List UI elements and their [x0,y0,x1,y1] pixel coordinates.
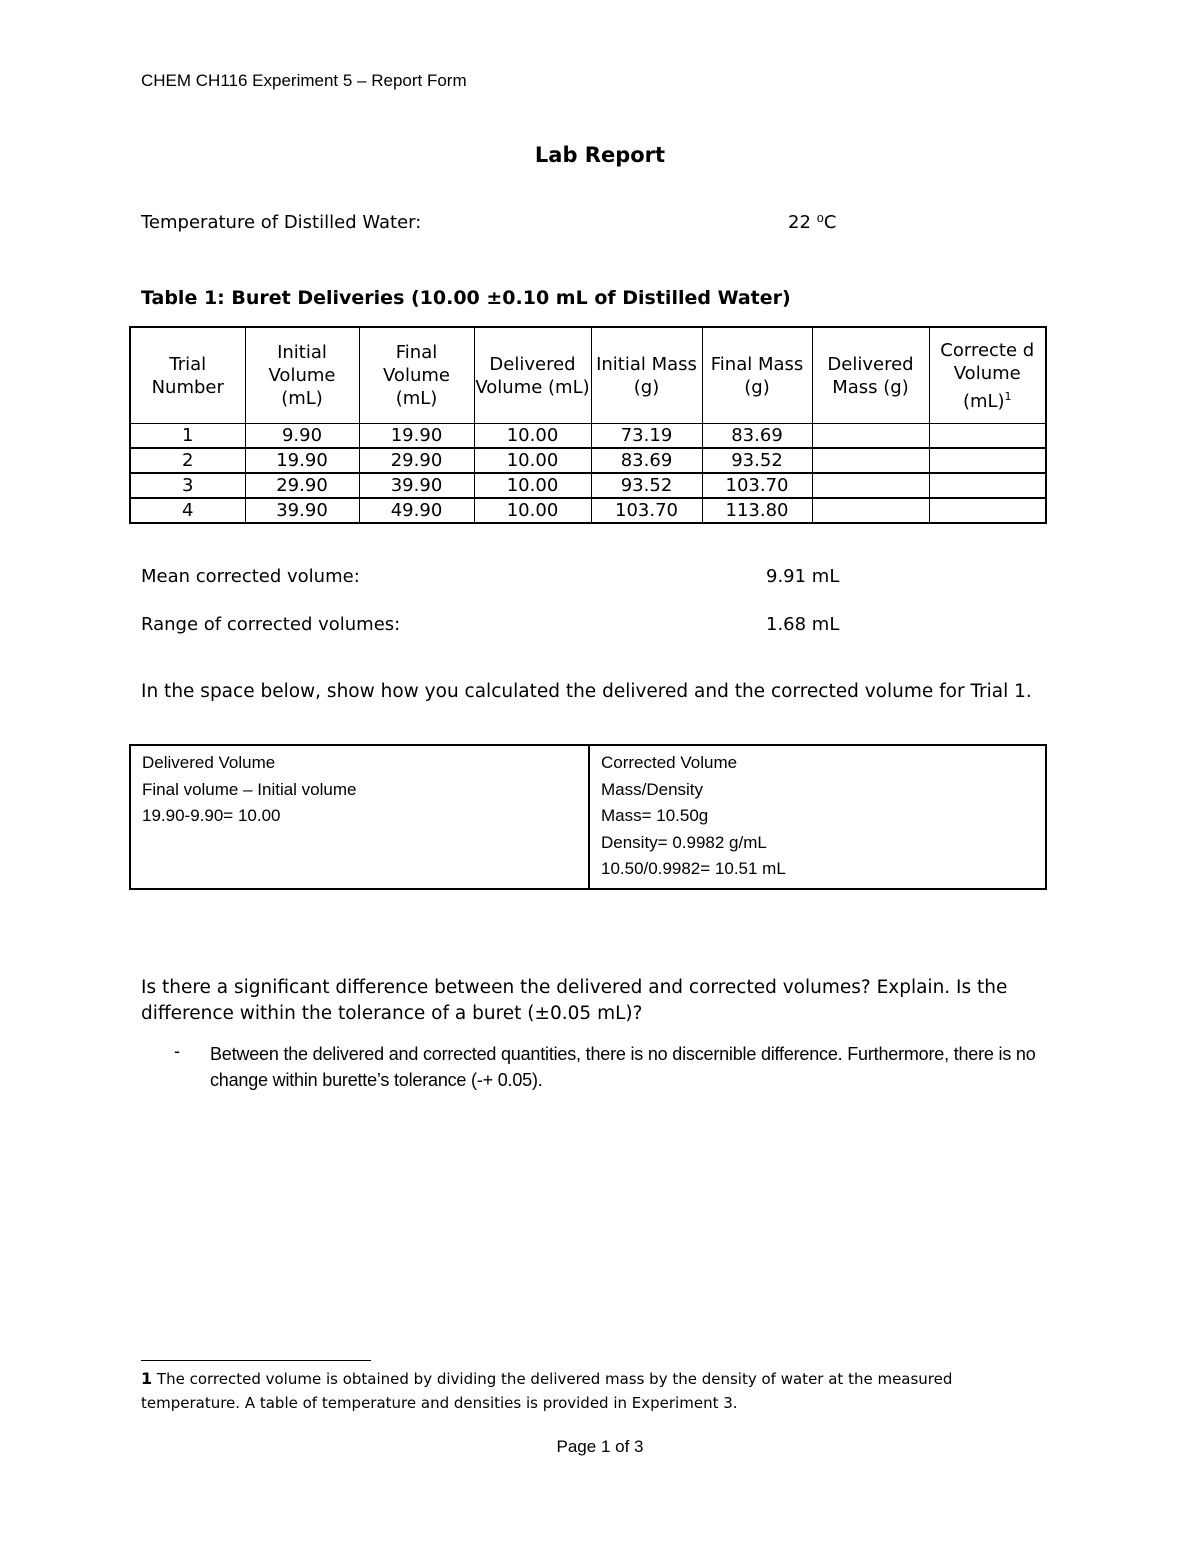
table1-caption: Table 1: Buret Deliveries (10.00 ±0.10 mL of Distilled Water) [141,287,791,309]
footnote-ref: 1 [1004,389,1012,403]
mean-corrected-value: 9.91 mL [766,566,840,587]
table-cell: 10.00 [474,424,591,449]
table-cell: 49.90 [359,498,474,523]
range-corrected-value: 1.68 mL [766,614,840,635]
footnote-divider [141,1360,371,1361]
answer-bullet: - [174,1041,180,1061]
table-row [130,448,1046,473]
footnote-number: 1 [141,1369,153,1388]
table-cell: 73.19 [591,424,702,449]
col-header: Delivered Volume (mL) [474,327,591,424]
temperature-label: Temperature of Distilled Water: [141,212,422,233]
table-cell: 39.90 [245,498,359,523]
mean-corrected-label: Mean corrected volume: [141,566,360,587]
col-header: Final Mass (g) [702,327,812,424]
table-cell: 39.90 [359,473,474,498]
table-cell [929,498,1046,523]
calc-line: 10.50/0.9982= 10.51 mL [601,859,786,878]
table-cell [812,473,929,498]
table-cell: 10.00 [474,448,591,473]
col-header: Delivered Mass (g) [812,327,929,424]
table-cell: 2 [130,448,245,473]
table-row [130,498,1046,523]
table-cell: 9.90 [245,424,359,449]
calc-line: Corrected Volume [601,753,738,772]
table-cell: 113.80 [702,498,812,523]
page-number: Page 1 of 3 [556,1437,644,1456]
table-cell: 103.70 [702,473,812,498]
table-cell [812,498,929,523]
table-cell [929,424,1046,449]
table-cell [929,448,1046,473]
table-cell: 83.69 [702,424,812,449]
table-cell: 29.90 [359,448,474,473]
calc-line: Mass/Density [601,779,704,799]
table-cell: 19.90 [245,448,359,473]
table-cell: 10.00 [474,498,591,523]
range-corrected-label: Range of corrected volumes: [141,614,401,635]
footnote-text: The corrected volume is obtained by dividing the delivered mass by the density of water at the measured temperature. A table of temperature and densities is provided in Experiment 3. [141,1370,953,1412]
calc-line: 19.90-9.90= 10.00 [142,806,281,825]
table-cell: 29.90 [245,473,359,498]
answer-text: Between the delivered and corrected quantities, there is no discernible difference. Furthermore, there is no change within burette’s tolerance (-+ 0.05). [210,1044,1036,1090]
table-cell: 19.90 [359,424,474,449]
table-cell: 3 [130,473,245,498]
calc-line: Mass= 10.50g [601,806,709,825]
buret-deliveries-table [129,326,1047,524]
calc-line: Final volume – Initial volume [142,779,357,799]
col-header: Final Volume (mL) [359,327,474,424]
col-header: Initial Mass (g) [591,327,702,424]
table-cell [929,473,1046,498]
page-title: Lab Report [534,143,666,167]
calc-line: Delivered Volume [142,753,276,772]
corrected-volume-calc [590,746,1045,888]
calc-line: Density= 0.9982 g/mL [601,832,767,852]
footnote [141,1367,1041,1415]
col-header: Correcte d Volume (mL)$^1$ [929,327,1046,424]
table-cell: 1 [130,424,245,449]
col-header: Trial Number [130,327,245,424]
table-cell: 93.52 [702,448,812,473]
table-cell: 93.52 [591,473,702,498]
table-cell: 83.69 [591,448,702,473]
delivered-volume-calc [131,746,590,888]
calc-instructions: In the space below, show how you calculated the delivered and the corrected volume for Trial 1. [141,681,1032,702]
table-cell: 10.00 [474,473,591,498]
table-row [130,424,1046,449]
temperature-value: 22 ⁰C [788,212,837,233]
table-cell [812,448,929,473]
col-header: Initial Volume (mL) [245,327,359,424]
table-cell [812,424,929,449]
table-row [130,473,1046,498]
table-cell: 103.70 [591,498,702,523]
calculation-box [129,744,1047,890]
table-cell: 4 [130,498,245,523]
significance-question: Is there a significant difference between the delivered and corrected volumes? Explain. Is the difference within the tolerance of a buret (±0.05 mL)? [141,977,1008,1024]
page-header: CHEM CH116 Experiment 5 – Report Form [141,71,467,90]
